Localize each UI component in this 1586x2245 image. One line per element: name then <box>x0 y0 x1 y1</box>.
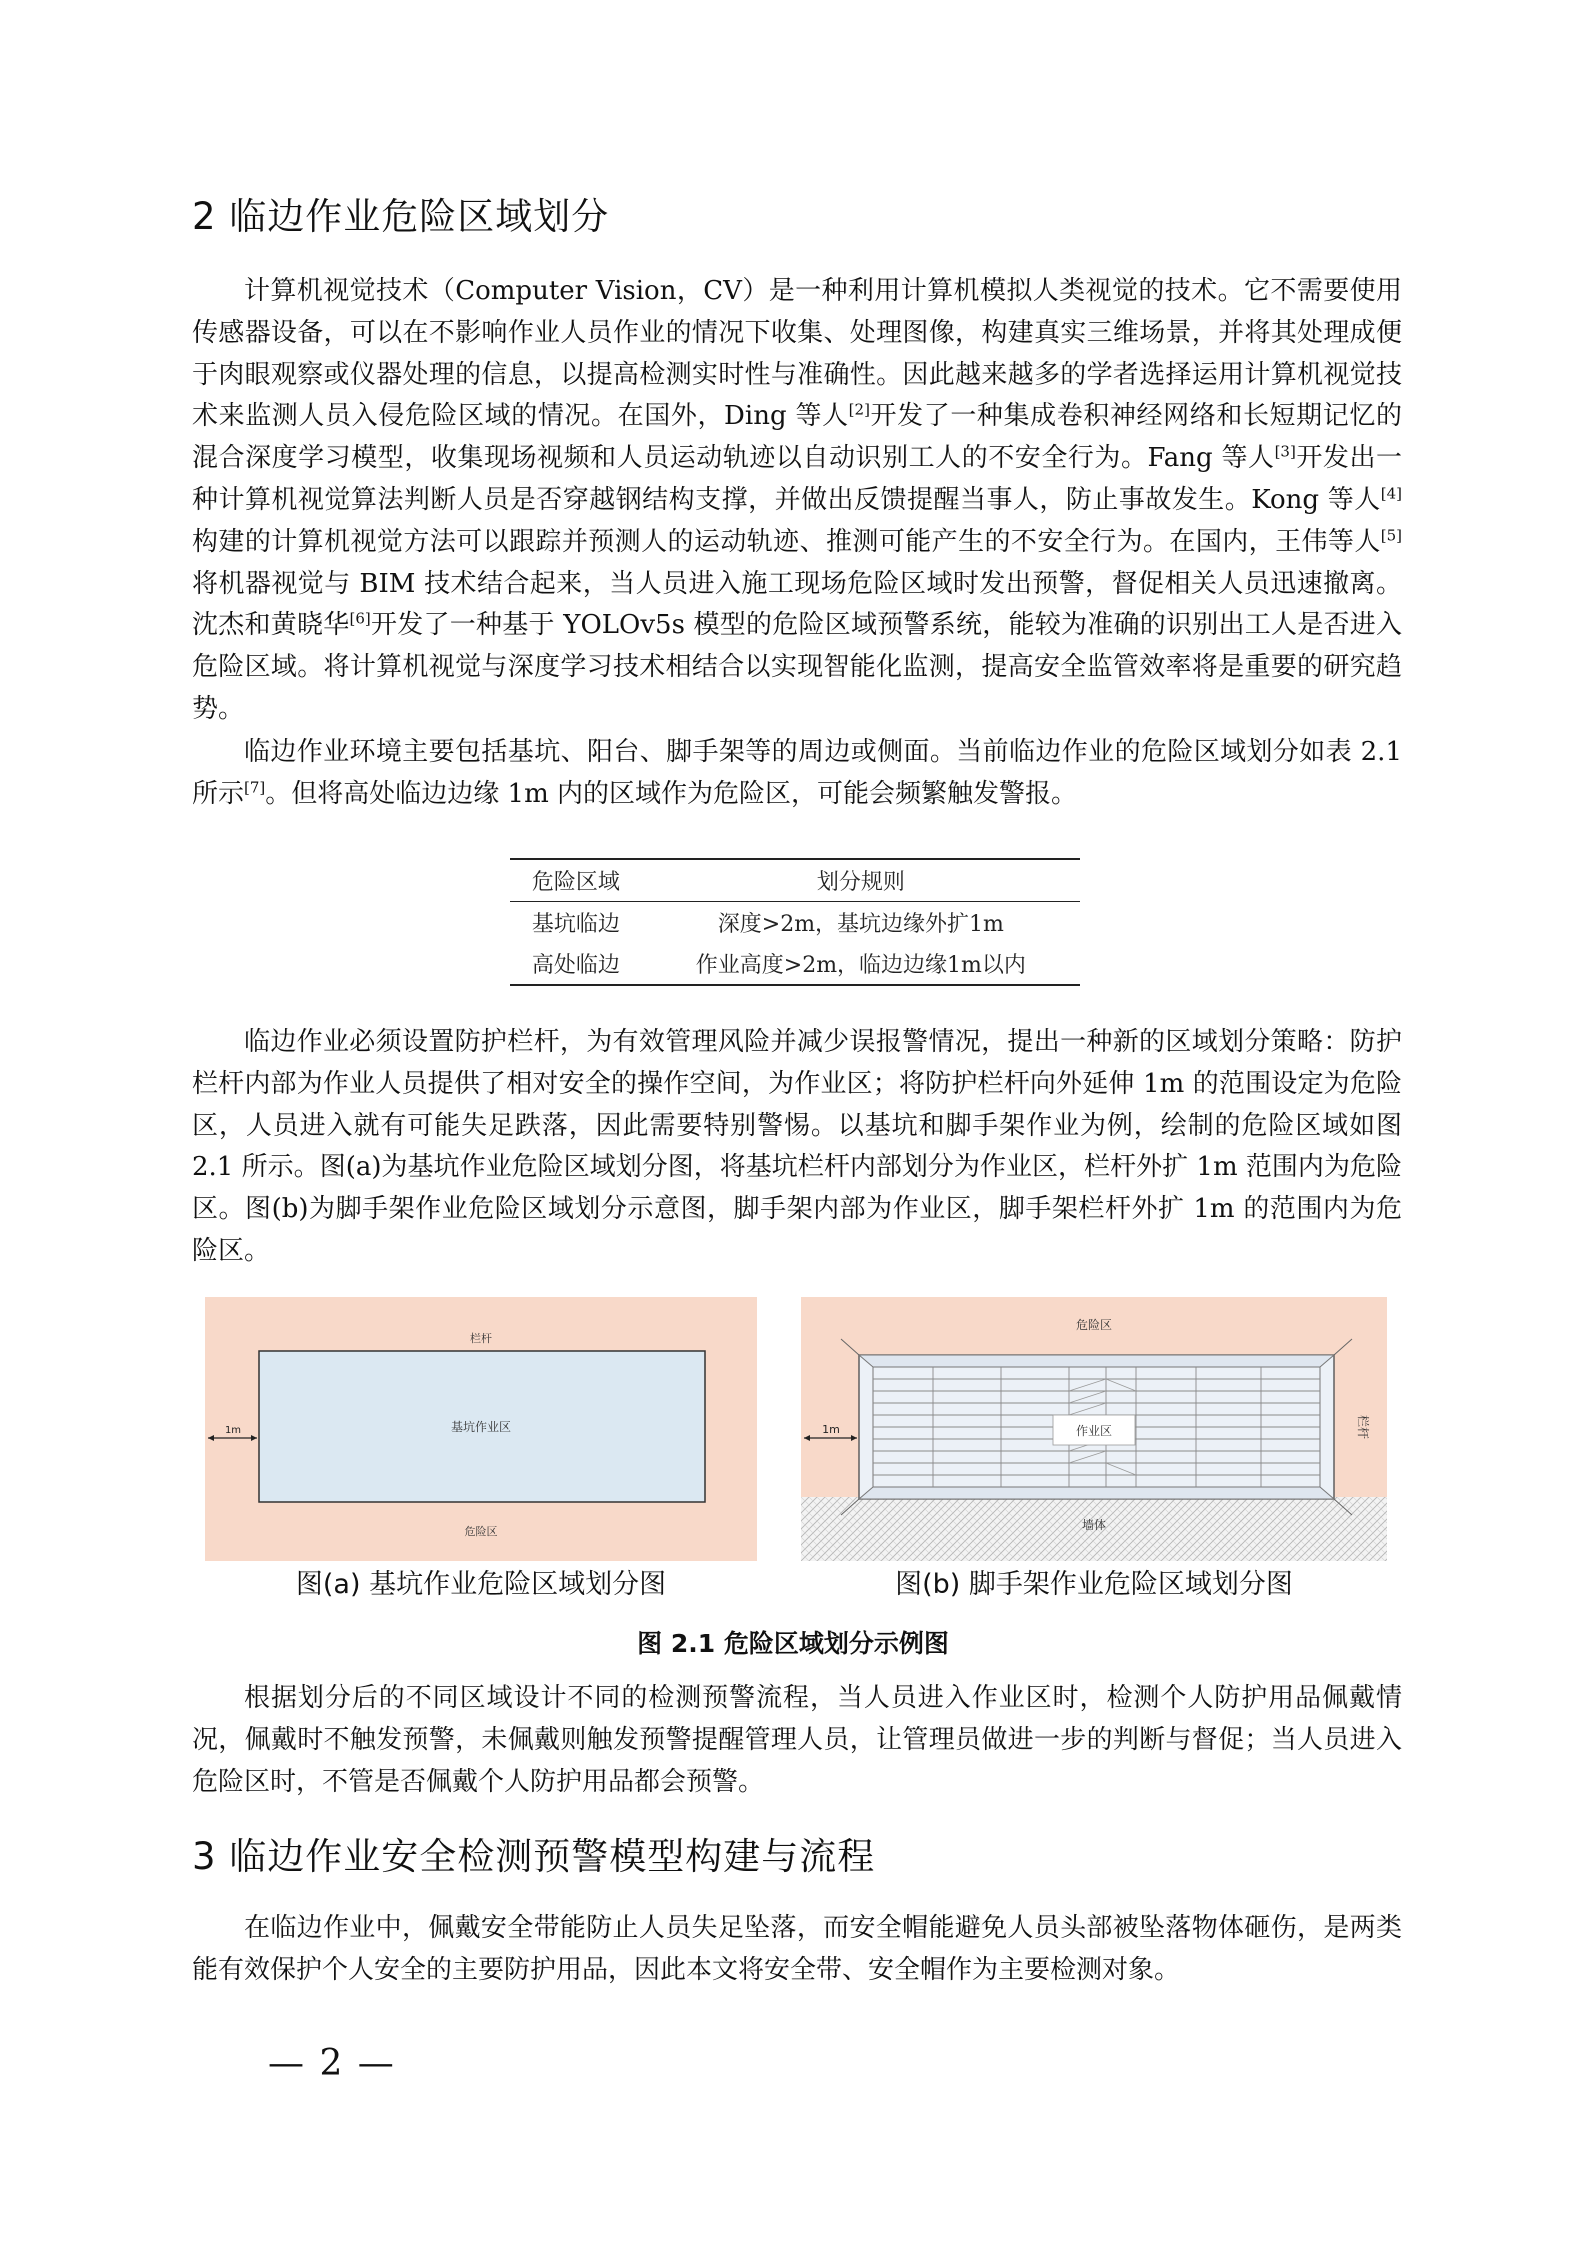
figure-a-caption: 图(a) 基坑作业危险区域划分图 <box>295 1569 667 1600</box>
table-cell: 基坑临边 <box>531 912 620 937</box>
paragraph-zone-strategy: 临边作业必须设置防护栏杆，为有效管理风险并减少误报警情况，提出一种新的区域划分策略：防护栏杆内部为作业人员提供了相对安全的操作空间，为作业区；将防护栏杆向外延伸 1m 的范围设定为危险区，人员进入就有可能失足跌落，因此需要特别警惕。以基坑和脚手架作业为例，绘制的危险区域如图 2.1 所示。图(a)为基坑作业危险区域划分图，将基坑栏杆内部划分为作业区，栏杆外扩 1m 范围内为危险区。图(b)为脚手架作业危险区域划分示意图，脚手架内部为作业区，脚手架栏杆外扩 1m 的范围内为危险区。 <box>192 1027 1402 1266</box>
figure-a-railing-label: 栏杆 <box>470 1332 492 1345</box>
citation-3: [3] <box>1274 442 1296 461</box>
para1-text-0: 计算机视觉技术（Computer Vision，CV）是一种利用计算机模拟人类视觉的技术。它不需要使用传感器设备，可以在不影响作业人员作业的情况下收集、处理图像，构建真实三维场景，并将其处理成便于肉眼观察或仪器处理的信息，以提高检测实时性与准确性。因此越来越多的学者选择运用计算机视觉技术来监测人员入侵危险区域的情况。在国外，Ding 等人 <box>192 276 1402 432</box>
figure-b-dim-label: 1m <box>822 1423 840 1436</box>
page-number: — 2 — <box>268 2043 396 2084</box>
table-header-cell: 危险区域 <box>531 870 620 895</box>
figure-a-pit-zones <box>205 1297 757 1561</box>
paragraph-edge-work <box>192 732 1402 816</box>
para1-text-1: 开发了一种集成卷积神经网络和长短期记忆的混合深度学习模型，收集现场视频和人员运动轨迹以自动识别工人的不安全行为。Fang 等人 <box>192 401 1402 474</box>
paragraph-detection-flow: 根据划分后的不同区域设计不同的检测预警流程，当人员进入作业区时，检测个人防护用品佩戴情况，佩戴时不触发预警，未佩戴则触发预警提醒管理人员，让管理员做进一步的判断与督促；当人员进入危险区时，不管是否佩戴个人防护用品都会预警。 <box>192 1683 1402 1797</box>
citation-6: [6] <box>349 609 371 628</box>
figure-a-dim-label: 1m <box>224 1425 242 1436</box>
figure-b-scaffold-zones <box>801 1297 1387 1561</box>
citation-2: [2] <box>848 400 870 419</box>
table-cell: 作业高度>2m，临边边缘1m以内 <box>695 953 1026 978</box>
para1-text-5: 开发了一种基于 YOLOv5s 模型的危险区域预警系统，能较为准确的识别出工人是否进入危险区域。将计算机视觉与深度学习技术相结合以实现智能化监测，提高安全监管效率将是重要的研究趋势。 <box>192 610 1402 724</box>
figure-b-danger-label: 危险区 <box>1075 1318 1113 1332</box>
citation-5: [5] <box>1380 526 1402 545</box>
figure-b-work-label: 作业区 <box>1075 1424 1113 1438</box>
figure-a-work-label: 基坑作业区 <box>450 1420 512 1434</box>
section-2-title: 2 临边作业危险区域划分 <box>192 195 610 238</box>
paragraph-ppe-targets: 在临边作业中，佩戴安全带能防止人员失足坠落，而安全帽能避免人员头部被坠落物体砸伤，是两类能有效保护个人安全的主要防护用品，因此本文将安全带、安全帽作为主要检测对象。 <box>192 1913 1402 1985</box>
figure-2-1-caption: 图 2.1 危险区域划分示例图 <box>637 1629 949 1658</box>
paragraph-cv-review <box>192 271 1402 731</box>
table-header-cell: 划分规则 <box>816 870 905 895</box>
figure-b-wall-label: 墙体 <box>1081 1518 1107 1532</box>
table-row <box>510 943 1080 985</box>
section-3-title: 3 临边作业安全检测预警模型构建与流程 <box>192 1835 876 1878</box>
table-cell: 深度>2m，基坑边缘外扩1m <box>717 912 1004 937</box>
table-cell: 高处临边 <box>531 953 620 978</box>
para2-text-1: 。但将高处临边边缘 1m 内的区域作为危险区，可能会频繁触发警报。 <box>265 778 1077 809</box>
citation-4: [4] <box>1380 484 1402 503</box>
para2-text-0: 临边作业环境主要包括基坑、阳台、脚手架等的周边或侧面。当前临边作业的危险区域划分如表 2.1 所示 <box>192 737 1402 809</box>
figure-b-railing-label: 栏杆 <box>1356 1414 1370 1440</box>
zone-rules-table <box>510 858 1080 986</box>
para1-text-3: 构建的计算机视觉方法可以跟踪并预测人的运动轨迹、推测可能产生的不安全行为。在国内，王伟等人 <box>192 526 1381 557</box>
para1-text-4: 将机器视觉与 BIM 技术结合起来，当人员进入施工现场危险区域时发出预警，督促相关人员迅速撤离。沈杰和黄晓华 <box>192 568 1402 641</box>
citation-7: [7] <box>244 778 266 797</box>
para1-text-2: 开发出一种计算机视觉算法判断人员是否穿越钢结构支撑，并做出反馈提醒当事人，防止事故发生。Kong 等人 <box>192 443 1402 515</box>
table-header-row <box>510 859 1080 902</box>
figure-b-caption: 图(b) 脚手架作业危险区域划分图 <box>895 1569 1293 1600</box>
table-row <box>510 902 1080 944</box>
figure-a-danger-label: 危险区 <box>464 1525 498 1538</box>
